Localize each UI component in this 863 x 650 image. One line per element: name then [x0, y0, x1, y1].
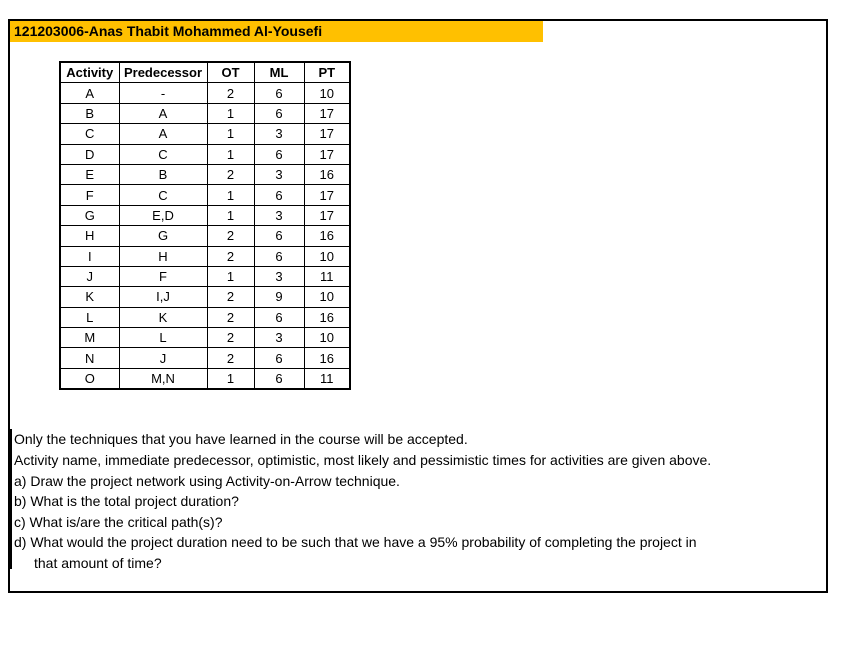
ot-cell: 2 — [207, 328, 254, 348]
predecessor-cell: E,D — [119, 205, 207, 225]
ml-cell: 6 — [254, 83, 304, 103]
questions-border — [10, 429, 12, 469]
ml-cell: 3 — [254, 124, 304, 144]
table-row — [60, 205, 350, 225]
pt-cell: 10 — [304, 328, 350, 348]
activity-cell: N — [60, 348, 119, 368]
ot-cell: 1 — [207, 144, 254, 164]
activity-table — [59, 61, 351, 390]
predecessor-cell: M,N — [119, 368, 207, 389]
table-row — [60, 266, 350, 286]
predecessor-cell: A — [119, 103, 207, 123]
pt-cell: 17 — [304, 144, 350, 164]
activity-cell: F — [60, 185, 119, 205]
pt-cell: 17 — [304, 124, 350, 144]
predecessor-cell: B — [119, 164, 207, 184]
ot-cell: 1 — [207, 205, 254, 225]
activity-cell: E — [60, 164, 119, 184]
predecessor-cell: C — [119, 144, 207, 164]
table-row — [60, 328, 350, 348]
predecessor-cell: G — [119, 226, 207, 246]
activity-cell: G — [60, 205, 119, 225]
ml-cell: 3 — [254, 328, 304, 348]
predecessor-cell: K — [119, 307, 207, 327]
table-header-row — [60, 62, 350, 83]
pt-cell: 17 — [304, 103, 350, 123]
table-row — [60, 164, 350, 184]
pt-cell: 10 — [304, 246, 350, 266]
ml-cell: 6 — [254, 348, 304, 368]
table-row — [60, 103, 350, 123]
activity-cell: J — [60, 266, 119, 286]
predecessor-cell: F — [119, 266, 207, 286]
activity-cell: O — [60, 368, 119, 389]
predecessor-cell: I,J — [119, 287, 207, 307]
activity-cell: I — [60, 246, 119, 266]
ml-cell: 6 — [254, 226, 304, 246]
ml-cell: 6 — [254, 246, 304, 266]
activity-cell: C — [60, 124, 119, 144]
activity-cell: B — [60, 103, 119, 123]
header-pt: PT — [304, 62, 350, 83]
ot-cell: 1 — [207, 185, 254, 205]
question-b: b) What is the total project duration? — [14, 493, 239, 509]
pt-cell: 16 — [304, 348, 350, 368]
questions-border — [10, 509, 12, 529]
predecessor-cell: - — [119, 83, 207, 103]
questions-border — [10, 489, 12, 509]
pt-cell: 16 — [304, 307, 350, 327]
ot-cell: 2 — [207, 226, 254, 246]
pt-cell: 10 — [304, 287, 350, 307]
activity-cell: L — [60, 307, 119, 327]
ml-cell: 6 — [254, 103, 304, 123]
ml-cell: 3 — [254, 205, 304, 225]
table-row — [60, 226, 350, 246]
table-row — [60, 348, 350, 368]
ot-cell: 1 — [207, 103, 254, 123]
table-row — [60, 368, 350, 389]
question-c: c) What is/are the critical path(s)? — [14, 514, 223, 530]
ot-cell: 1 — [207, 266, 254, 286]
activity-cell: M — [60, 328, 119, 348]
header-ml: ML — [254, 62, 304, 83]
ml-cell: 6 — [254, 144, 304, 164]
pt-cell: 11 — [304, 266, 350, 286]
ot-cell: 1 — [207, 368, 254, 389]
ot-cell: 2 — [207, 307, 254, 327]
ml-cell: 6 — [254, 368, 304, 389]
ot-cell: 2 — [207, 348, 254, 368]
pt-cell: 10 — [304, 83, 350, 103]
table-row — [60, 185, 350, 205]
ml-cell: 3 — [254, 266, 304, 286]
question-d-continued: that amount of time? — [34, 555, 162, 571]
pt-cell: 17 — [304, 205, 350, 225]
table-body — [60, 83, 350, 389]
activity-cell: D — [60, 144, 119, 164]
activity-cell: H — [60, 226, 119, 246]
table-row — [60, 287, 350, 307]
pt-cell: 16 — [304, 164, 350, 184]
question-d: d) What would the project duration need to be such that we have a 95% probability of completing the project in — [14, 534, 697, 550]
ot-cell: 2 — [207, 246, 254, 266]
questions-border — [10, 469, 12, 489]
header-predecessor: Predecessor — [119, 62, 207, 83]
student-title: 121203006-Anas Thabit Mohammed Al-Yousefi — [14, 23, 323, 39]
intro-line-1: Only the techniques that you have learned in the course will be accepted. — [14, 431, 468, 447]
questions-border — [10, 529, 12, 569]
ot-cell: 2 — [207, 83, 254, 103]
questions-section — [10, 428, 826, 587]
table-row — [60, 124, 350, 144]
pt-cell: 16 — [304, 226, 350, 246]
intro-line-2: Activity name, immediate predecessor, optimistic, most likely and pessimistic times for activities are given above. — [14, 452, 712, 468]
predecessor-cell: H — [119, 246, 207, 266]
pt-cell: 17 — [304, 185, 350, 205]
ml-cell: 3 — [254, 164, 304, 184]
table-row — [60, 144, 350, 164]
table-row — [60, 307, 350, 327]
header-ot: OT — [207, 62, 254, 83]
table-row — [60, 246, 350, 266]
ml-cell: 6 — [254, 307, 304, 327]
ot-cell: 2 — [207, 287, 254, 307]
ml-cell: 9 — [254, 287, 304, 307]
activity-cell: K — [60, 287, 119, 307]
table-row — [60, 83, 350, 103]
predecessor-cell: A — [119, 124, 207, 144]
ml-cell: 6 — [254, 185, 304, 205]
predecessor-cell: C — [119, 185, 207, 205]
predecessor-cell: L — [119, 328, 207, 348]
header-activity: Activity — [60, 62, 119, 83]
predecessor-cell: J — [119, 348, 207, 368]
pt-cell: 11 — [304, 368, 350, 389]
ot-cell: 2 — [207, 164, 254, 184]
activity-cell: A — [60, 83, 119, 103]
ot-cell: 1 — [207, 124, 254, 144]
question-a: a) Draw the project network using Activity-on-Arrow technique. — [14, 473, 400, 489]
